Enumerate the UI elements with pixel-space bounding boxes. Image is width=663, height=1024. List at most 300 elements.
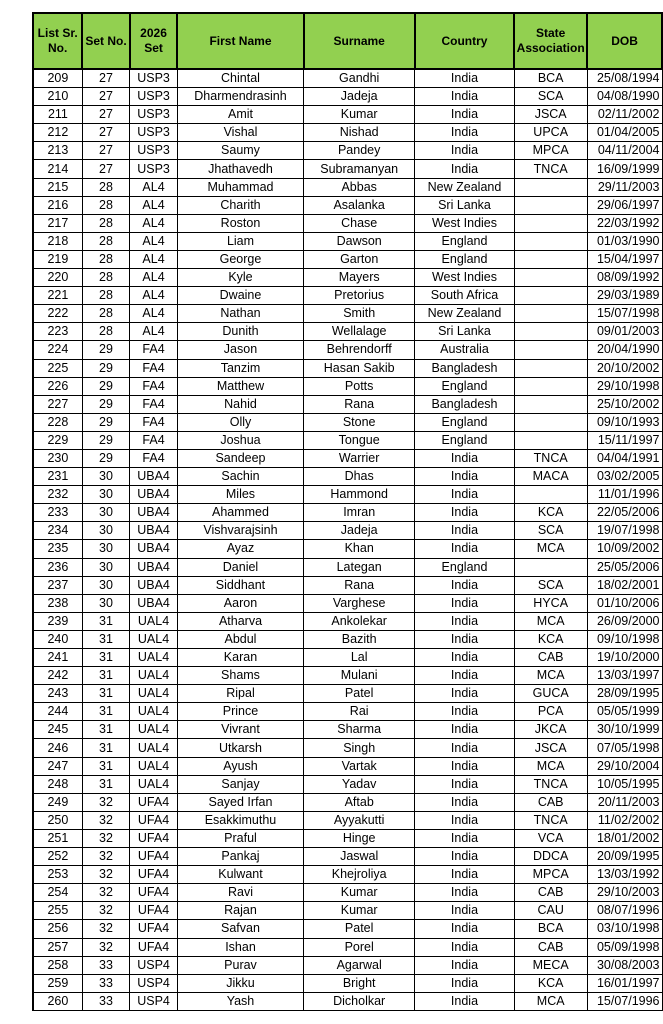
- set-no-cell: 29: [82, 377, 129, 395]
- country-cell: England: [415, 377, 514, 395]
- surname-cell: Jaswal: [304, 848, 415, 866]
- state-association-cell: KCA: [514, 504, 587, 522]
- table-row: [33, 721, 662, 739]
- set-cell: USP4: [130, 956, 178, 974]
- surname-cell: Rana: [304, 395, 415, 413]
- set-cell: UAL4: [130, 739, 178, 757]
- set-cell: UAL4: [130, 703, 178, 721]
- set-no-cell: 27: [82, 106, 129, 124]
- dob-cell: 29/03/1989: [587, 287, 662, 305]
- country-cell: West Indies: [415, 269, 514, 287]
- set-cell: UBA4: [130, 558, 178, 576]
- country-cell: England: [415, 250, 514, 268]
- header-first-name: First Name: [177, 13, 303, 69]
- surname-cell: Lal: [304, 649, 415, 667]
- list-sr-no-cell: 241: [33, 649, 82, 667]
- first-name-cell: Ayaz: [177, 540, 303, 558]
- dob-cell: 18/01/2002: [587, 829, 662, 847]
- header-surname: Surname: [304, 13, 415, 69]
- first-name-cell: Kulwant: [177, 866, 303, 884]
- first-name-cell: George: [177, 250, 303, 268]
- state-association-cell: MACA: [514, 468, 587, 486]
- set-cell: AL4: [130, 232, 178, 250]
- table-row: [33, 142, 662, 160]
- surname-cell: Smith: [304, 305, 415, 323]
- set-cell: FA4: [130, 413, 178, 431]
- country-cell: England: [415, 558, 514, 576]
- table-row: [33, 486, 662, 504]
- country-cell: India: [415, 449, 514, 467]
- country-cell: India: [415, 612, 514, 630]
- country-cell: New Zealand: [415, 178, 514, 196]
- dob-cell: 09/01/2003: [587, 323, 662, 341]
- first-name-cell: Prince: [177, 703, 303, 721]
- first-name-cell: Dharmendrasinh: [177, 88, 303, 106]
- dob-cell: 28/09/1995: [587, 685, 662, 703]
- set-cell: FA4: [130, 341, 178, 359]
- set-cell: FA4: [130, 449, 178, 467]
- set-no-cell: 30: [82, 504, 129, 522]
- set-cell: UFA4: [130, 938, 178, 956]
- surname-cell: Kumar: [304, 902, 415, 920]
- country-cell: India: [415, 576, 514, 594]
- table-row: [33, 160, 662, 178]
- first-name-cell: Ripal: [177, 685, 303, 703]
- list-sr-no-cell: 232: [33, 486, 82, 504]
- first-name-cell: Matthew: [177, 377, 303, 395]
- country-cell: India: [415, 866, 514, 884]
- country-cell: India: [415, 902, 514, 920]
- set-cell: AL4: [130, 178, 178, 196]
- table-row: [33, 685, 662, 703]
- state-association-cell: CAB: [514, 793, 587, 811]
- table-row: [33, 956, 662, 974]
- dob-cell: 20/09/1995: [587, 848, 662, 866]
- surname-cell: Wellalage: [304, 323, 415, 341]
- set-no-cell: 31: [82, 721, 129, 739]
- table-row: [33, 504, 662, 522]
- dob-cell: 15/07/1996: [587, 992, 662, 1010]
- set-no-cell: 31: [82, 612, 129, 630]
- dob-cell: 25/10/2002: [587, 395, 662, 413]
- list-sr-no-cell: 254: [33, 884, 82, 902]
- set-cell: UBA4: [130, 594, 178, 612]
- surname-cell: Hasan Sakib: [304, 359, 415, 377]
- list-sr-no-cell: 229: [33, 431, 82, 449]
- table-row: [33, 178, 662, 196]
- first-name-cell: Ayush: [177, 757, 303, 775]
- set-no-cell: 28: [82, 323, 129, 341]
- surname-cell: Patel: [304, 920, 415, 938]
- set-no-cell: 31: [82, 685, 129, 703]
- table-row: [33, 576, 662, 594]
- first-name-cell: Liam: [177, 232, 303, 250]
- set-cell: USP3: [130, 88, 178, 106]
- state-association-cell: TNCA: [514, 160, 587, 178]
- first-name-cell: Nahid: [177, 395, 303, 413]
- set-no-cell: 33: [82, 974, 129, 992]
- surname-cell: Porel: [304, 938, 415, 956]
- list-sr-no-cell: 219: [33, 250, 82, 268]
- dob-cell: 10/05/1995: [587, 775, 662, 793]
- list-sr-no-cell: 248: [33, 775, 82, 793]
- state-association-cell: BCA: [514, 69, 587, 88]
- set-no-cell: 30: [82, 468, 129, 486]
- header-set-no: Set No.: [82, 13, 129, 69]
- state-association-cell: [514, 558, 587, 576]
- table-row: [33, 739, 662, 757]
- surname-cell: Warrier: [304, 449, 415, 467]
- first-name-cell: Dwaine: [177, 287, 303, 305]
- dob-cell: 10/09/2002: [587, 540, 662, 558]
- state-association-cell: MPCA: [514, 866, 587, 884]
- table-row: [33, 829, 662, 847]
- first-name-cell: Vivrant: [177, 721, 303, 739]
- state-association-cell: TNCA: [514, 775, 587, 793]
- surname-cell: Jadeja: [304, 88, 415, 106]
- set-cell: USP4: [130, 974, 178, 992]
- first-name-cell: Chintal: [177, 69, 303, 88]
- dob-cell: 29/10/1998: [587, 377, 662, 395]
- list-sr-no-cell: 214: [33, 160, 82, 178]
- country-cell: Sri Lanka: [415, 323, 514, 341]
- country-cell: India: [415, 775, 514, 793]
- state-association-cell: TNCA: [514, 449, 587, 467]
- table-row: [33, 305, 662, 323]
- state-association-cell: JKCA: [514, 721, 587, 739]
- surname-cell: Stone: [304, 413, 415, 431]
- country-cell: India: [415, 848, 514, 866]
- surname-cell: Pretorius: [304, 287, 415, 305]
- list-sr-no-cell: 257: [33, 938, 82, 956]
- dob-cell: 13/03/1997: [587, 667, 662, 685]
- state-association-cell: JSCA: [514, 106, 587, 124]
- set-no-cell: 28: [82, 196, 129, 214]
- surname-cell: Nishad: [304, 124, 415, 142]
- dob-cell: 04/04/1991: [587, 449, 662, 467]
- list-sr-no-cell: 256: [33, 920, 82, 938]
- state-association-cell: [514, 232, 587, 250]
- set-cell: USP3: [130, 124, 178, 142]
- dob-cell: 05/09/1998: [587, 938, 662, 956]
- dob-cell: 30/08/2003: [587, 956, 662, 974]
- set-no-cell: 28: [82, 305, 129, 323]
- set-cell: USP3: [130, 160, 178, 178]
- dob-cell: 22/05/2006: [587, 504, 662, 522]
- list-sr-no-cell: 240: [33, 630, 82, 648]
- table-row: [33, 594, 662, 612]
- table-row: [33, 413, 662, 431]
- dob-cell: 01/10/2006: [587, 594, 662, 612]
- state-association-cell: [514, 486, 587, 504]
- surname-cell: Dawson: [304, 232, 415, 250]
- state-association-cell: CAB: [514, 884, 587, 902]
- first-name-cell: Vishvarajsinh: [177, 522, 303, 540]
- list-sr-no-cell: 223: [33, 323, 82, 341]
- first-name-cell: Rajan: [177, 902, 303, 920]
- country-cell: New Zealand: [415, 305, 514, 323]
- country-cell: India: [415, 992, 514, 1010]
- state-association-cell: SCA: [514, 88, 587, 106]
- set-cell: FA4: [130, 377, 178, 395]
- header-2026-set: 2026 Set: [130, 13, 178, 69]
- set-no-cell: 29: [82, 395, 129, 413]
- list-sr-no-cell: 231: [33, 468, 82, 486]
- state-association-cell: CAB: [514, 649, 587, 667]
- state-association-cell: MPCA: [514, 142, 587, 160]
- surname-cell: Ankolekar: [304, 612, 415, 630]
- table-row: [33, 612, 662, 630]
- set-cell: UBA4: [130, 504, 178, 522]
- dob-cell: 11/02/2002: [587, 811, 662, 829]
- table-row: [33, 124, 662, 142]
- state-association-cell: DDCA: [514, 848, 587, 866]
- first-name-cell: Olly: [177, 413, 303, 431]
- table-row: [33, 793, 662, 811]
- country-cell: India: [415, 160, 514, 178]
- list-sr-no-cell: 260: [33, 992, 82, 1010]
- state-association-cell: SCA: [514, 576, 587, 594]
- list-sr-no-cell: 221: [33, 287, 82, 305]
- table-row: [33, 287, 662, 305]
- dob-cell: 29/06/1997: [587, 196, 662, 214]
- set-no-cell: 29: [82, 341, 129, 359]
- dob-cell: 25/05/2006: [587, 558, 662, 576]
- surname-cell: Behrendorff: [304, 341, 415, 359]
- country-cell: India: [415, 739, 514, 757]
- set-cell: UFA4: [130, 884, 178, 902]
- table-row: [33, 884, 662, 902]
- state-association-cell: MCA: [514, 992, 587, 1010]
- surname-cell: Yadav: [304, 775, 415, 793]
- list-sr-no-cell: 237: [33, 576, 82, 594]
- state-association-cell: [514, 359, 587, 377]
- state-association-cell: [514, 178, 587, 196]
- header-state-association: State Association: [514, 13, 587, 69]
- set-no-cell: 30: [82, 540, 129, 558]
- set-no-cell: 31: [82, 775, 129, 793]
- dob-cell: 01/04/2005: [587, 124, 662, 142]
- surname-cell: Kumar: [304, 106, 415, 124]
- table-row: [33, 269, 662, 287]
- surname-cell: Aftab: [304, 793, 415, 811]
- set-no-cell: 31: [82, 703, 129, 721]
- first-name-cell: Purav: [177, 956, 303, 974]
- dob-cell: 18/02/2001: [587, 576, 662, 594]
- surname-cell: Rai: [304, 703, 415, 721]
- country-cell: India: [415, 649, 514, 667]
- set-cell: UAL4: [130, 630, 178, 648]
- first-name-cell: Utkarsh: [177, 739, 303, 757]
- state-association-cell: [514, 305, 587, 323]
- surname-cell: Khan: [304, 540, 415, 558]
- set-cell: AL4: [130, 269, 178, 287]
- set-cell: UAL4: [130, 775, 178, 793]
- dob-cell: 29/11/2003: [587, 178, 662, 196]
- dob-cell: 01/03/1990: [587, 232, 662, 250]
- set-cell: AL4: [130, 323, 178, 341]
- dob-cell: 22/03/1992: [587, 214, 662, 232]
- table-row: [33, 667, 662, 685]
- set-cell: UAL4: [130, 721, 178, 739]
- country-cell: India: [415, 124, 514, 142]
- dob-cell: 20/10/2002: [587, 359, 662, 377]
- set-cell: UBA4: [130, 576, 178, 594]
- set-no-cell: 32: [82, 938, 129, 956]
- table-row: [33, 703, 662, 721]
- set-no-cell: 29: [82, 431, 129, 449]
- set-cell: USP3: [130, 142, 178, 160]
- set-cell: AL4: [130, 250, 178, 268]
- country-cell: India: [415, 504, 514, 522]
- list-sr-no-cell: 230: [33, 449, 82, 467]
- set-no-cell: 32: [82, 829, 129, 847]
- country-cell: India: [415, 920, 514, 938]
- country-cell: South Africa: [415, 287, 514, 305]
- list-sr-no-cell: 234: [33, 522, 82, 540]
- surname-cell: Imran: [304, 504, 415, 522]
- list-sr-no-cell: 245: [33, 721, 82, 739]
- first-name-cell: Sanjay: [177, 775, 303, 793]
- set-cell: UFA4: [130, 902, 178, 920]
- set-no-cell: 32: [82, 902, 129, 920]
- country-cell: India: [415, 486, 514, 504]
- set-cell: FA4: [130, 359, 178, 377]
- set-no-cell: 31: [82, 667, 129, 685]
- table-row: [33, 69, 662, 88]
- header-row: [33, 13, 662, 69]
- table-row: [33, 250, 662, 268]
- list-sr-no-cell: 220: [33, 269, 82, 287]
- set-no-cell: 33: [82, 992, 129, 1010]
- list-sr-no-cell: 210: [33, 88, 82, 106]
- first-name-cell: Ahammed: [177, 504, 303, 522]
- first-name-cell: Joshua: [177, 431, 303, 449]
- country-cell: India: [415, 522, 514, 540]
- surname-cell: Agarwal: [304, 956, 415, 974]
- state-association-cell: [514, 250, 587, 268]
- country-cell: Bangladesh: [415, 395, 514, 413]
- first-name-cell: Ishan: [177, 938, 303, 956]
- surname-cell: Dhas: [304, 468, 415, 486]
- set-no-cell: 29: [82, 413, 129, 431]
- surname-cell: Chase: [304, 214, 415, 232]
- dob-cell: 04/11/2004: [587, 142, 662, 160]
- list-sr-no-cell: 224: [33, 341, 82, 359]
- first-name-cell: Sachin: [177, 468, 303, 486]
- set-no-cell: 32: [82, 920, 129, 938]
- surname-cell: Vartak: [304, 757, 415, 775]
- country-cell: India: [415, 884, 514, 902]
- country-cell: England: [415, 232, 514, 250]
- table-row: [33, 468, 662, 486]
- set-no-cell: 27: [82, 88, 129, 106]
- set-no-cell: 32: [82, 793, 129, 811]
- set-no-cell: 28: [82, 214, 129, 232]
- first-name-cell: Shams: [177, 667, 303, 685]
- header-country: Country: [415, 13, 514, 69]
- dob-cell: 04/08/1990: [587, 88, 662, 106]
- surname-cell: Singh: [304, 739, 415, 757]
- dob-cell: 19/10/2000: [587, 649, 662, 667]
- set-no-cell: 30: [82, 576, 129, 594]
- set-no-cell: 28: [82, 178, 129, 196]
- set-no-cell: 28: [82, 250, 129, 268]
- surname-cell: Ayyakutti: [304, 811, 415, 829]
- country-cell: India: [415, 938, 514, 956]
- set-no-cell: 27: [82, 124, 129, 142]
- table-row: [33, 920, 662, 938]
- country-cell: Bangladesh: [415, 359, 514, 377]
- dob-cell: 30/10/1999: [587, 721, 662, 739]
- header-dob: DOB: [587, 13, 662, 69]
- list-sr-no-cell: 255: [33, 902, 82, 920]
- surname-cell: Lategan: [304, 558, 415, 576]
- surname-cell: Asalanka: [304, 196, 415, 214]
- state-association-cell: KCA: [514, 974, 587, 992]
- table-row: [33, 649, 662, 667]
- surname-cell: Dicholkar: [304, 992, 415, 1010]
- first-name-cell: Jason: [177, 341, 303, 359]
- first-name-cell: Kyle: [177, 269, 303, 287]
- set-no-cell: 27: [82, 160, 129, 178]
- list-sr-no-cell: 252: [33, 848, 82, 866]
- set-cell: UBA4: [130, 522, 178, 540]
- set-cell: UAL4: [130, 667, 178, 685]
- set-cell: USP3: [130, 69, 178, 88]
- surname-cell: Jadeja: [304, 522, 415, 540]
- surname-cell: Pandey: [304, 142, 415, 160]
- set-cell: USP3: [130, 106, 178, 124]
- table-row: [33, 341, 662, 359]
- set-no-cell: 28: [82, 269, 129, 287]
- list-sr-no-cell: 227: [33, 395, 82, 413]
- list-sr-no-cell: 238: [33, 594, 82, 612]
- state-association-cell: [514, 395, 587, 413]
- first-name-cell: Yash: [177, 992, 303, 1010]
- surname-cell: Garton: [304, 250, 415, 268]
- dob-cell: 11/01/1996: [587, 486, 662, 504]
- table-row: [33, 866, 662, 884]
- table-row: [33, 540, 662, 558]
- dob-cell: 03/10/1998: [587, 920, 662, 938]
- country-cell: England: [415, 413, 514, 431]
- surname-cell: Hinge: [304, 829, 415, 847]
- list-sr-no-cell: 228: [33, 413, 82, 431]
- country-cell: India: [415, 106, 514, 124]
- dob-cell: 26/09/2000: [587, 612, 662, 630]
- first-name-cell: Ravi: [177, 884, 303, 902]
- list-sr-no-cell: 244: [33, 703, 82, 721]
- list-sr-no-cell: 253: [33, 866, 82, 884]
- first-name-cell: Siddhant: [177, 576, 303, 594]
- set-cell: UBA4: [130, 486, 178, 504]
- list-sr-no-cell: 259: [33, 974, 82, 992]
- list-sr-no-cell: 211: [33, 106, 82, 124]
- table-row: [33, 214, 662, 232]
- set-cell: AL4: [130, 196, 178, 214]
- surname-cell: Bright: [304, 974, 415, 992]
- state-association-cell: PCA: [514, 703, 587, 721]
- list-sr-no-cell: 213: [33, 142, 82, 160]
- country-cell: England: [415, 431, 514, 449]
- dob-cell: 25/08/1994: [587, 69, 662, 88]
- dob-cell: 15/11/1997: [587, 431, 662, 449]
- table-row: [33, 757, 662, 775]
- set-cell: UAL4: [130, 649, 178, 667]
- country-cell: India: [415, 142, 514, 160]
- list-sr-no-cell: 258: [33, 956, 82, 974]
